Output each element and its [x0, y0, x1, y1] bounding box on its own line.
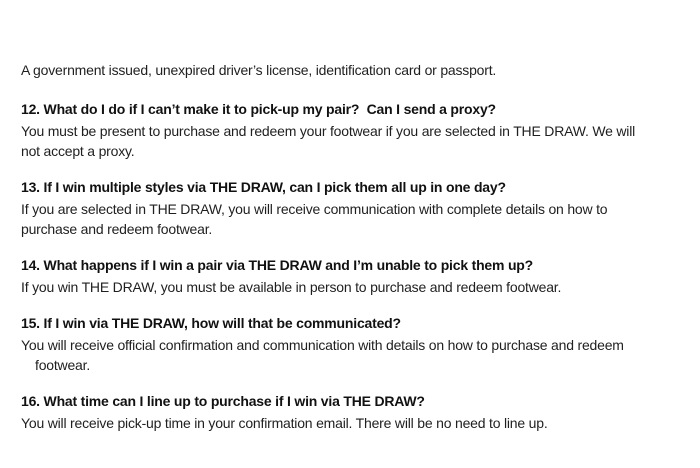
faq-question: 13. If I win multiple styles via THE DRAW, can I pick them all up in one day? [21, 179, 506, 195]
faq-item-12 [21, 99, 682, 161]
faq-question: 15. If I win via THE DRAW, how will that be communicated? [21, 315, 401, 331]
faq-answer-line: If you are selected in THE DRAW, you will receive communication with complete details on how to [21, 201, 608, 217]
faq-answer-line: You will receive pick-up time in your confirmation email. There will be no need to line up. [21, 415, 548, 431]
faq-item-13 [21, 177, 682, 239]
faq-question: 16. What time can I line up to purchase if I win via THE DRAW? [21, 393, 425, 409]
faq-answer-line: not accept a proxy. [21, 143, 135, 159]
faq-answer-line: If you win THE DRAW, you must be available in person to purchase and redeem footwear. [21, 279, 562, 295]
faq-question: 14. What happens if I win a pair via THE DRAW and I’m unable to pick them up? [21, 257, 533, 273]
faq-answer-line: You will receive official confirmation and communication with details on how to purchase and redeem [21, 337, 624, 353]
faq-answer-line: purchase and redeem footwear. [21, 221, 213, 237]
faq-item-15 [21, 313, 682, 375]
faq-answer-line: footwear. [35, 357, 91, 373]
intro-text: A government issued, unexpired driver’s license, identification card or passport. [21, 62, 497, 78]
faq-item-16 [21, 391, 682, 433]
faq-item-14 [21, 255, 682, 297]
faq-answer-line: You must be present to purchase and redeem your footwear if you are selected in THE DRAW. We will [21, 123, 636, 139]
faq-question: 12. What do I do if I can’t make it to pick-up my pair? Can I send a proxy? [21, 101, 496, 117]
